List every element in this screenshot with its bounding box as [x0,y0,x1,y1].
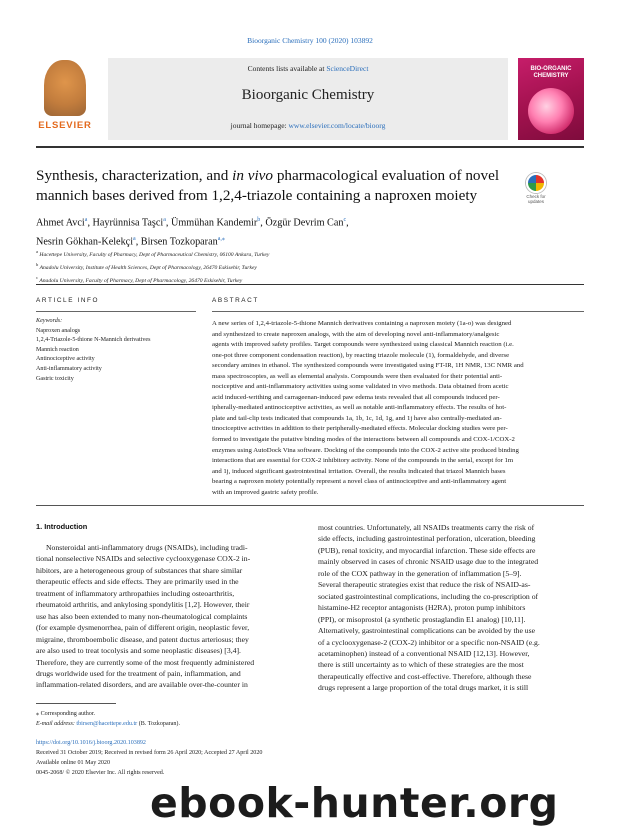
email-owner: (B. Tozkoparan). [138,720,180,727]
body-line: rheumatoid arthritis, and ankylosing spondylitis [1,2]. However, their [36,600,250,610]
abstract-line: and synthesized to create naproxen analogs, with the aim of developing novel anti-inflammatory/analgesic [212,330,500,338]
abstract-line: plate and tail-clip tests indicated that compounds 1a, 1b, 1c, 1d, 1g, and 1j have also centrally-mediated an- [212,414,502,422]
keyword: Antinociceptive activity [36,356,95,363]
abstract-line: formed to investigate the putative binding modes of the interactions between all compounds and COX-1/COX-2 [212,436,515,444]
body-line: (for example dysmenorrhea, pain of different origin, neoplastic fever, [36,623,250,633]
body-line: tional nonselective NSAIDs and selective cyclooxygenase COX-2 in- [36,554,251,564]
keyword: 1,2,4-Triazole-5-thione N-Mannich derivatives [36,337,151,344]
email-note [36,720,336,730]
body-line: hibitors, are a heterogeneous group of substances that share similar [36,565,243,575]
keyword: Anti-inflammatory activity [36,365,102,372]
online-date: Available online 01 May 2020 [36,760,111,766]
journal-name: Bioorganic Chemistry [241,87,375,103]
body-line: drugs worldwide used for the treatment of pain, inflammation, and [36,668,241,678]
abstract-body [212,319,584,498]
journal-homepage-link[interactable]: www.elsevier.com/locate/bioorg [288,121,386,130]
body-line: are also used to treat tocolysis and some neoplastic diseases) [3,4]. [36,646,241,656]
body-line: drugs represent a large proportion of the total drugs market, it is still [318,683,529,693]
abstract-line: ipherally-mediated antinociceptive activities, as well as notable anti-inflammatory effects. The results of hot- [212,404,507,412]
email-link[interactable]: tbirsen@hacettepe.edu.tr [76,720,138,727]
body-line: treatment of inflammatory arthropathies including osteoarthritis, [36,588,235,598]
elsevier-wordmark: ELSEVIER [38,120,92,131]
header-divider [36,146,584,148]
body-line: histamine-H2 receptor antagonists (H2RA), proton pump inhibitors [318,603,526,613]
abstract-line: tinociceptive activities in addition to their peripherally-mediated effects. Molecular docking studies were per- [212,425,508,433]
body-line: Therefore, they are currently some of the most frequently administered [36,657,255,667]
author-list: Ahmet Avci$^a$, Hayrünnisa Taşci$^a$, Ümmühan Kandemir$^b$, Özgür Devrim Can$^c$, Nesrin Gökhan-Kelekçi$^a$, Birsen Tozkoparan$^{a,⁎}$ [36,217,349,248]
footnote-rule [36,703,116,704]
copyright: 0045-2068/ © 2020 Elsevier Inc. All rights reserved. [36,770,165,776]
abstract-line: mass spectroscopies, as well as elemental analysis. Compounds were then evaluated for their potential anti- [212,372,503,380]
cover-title: BIO-ORGANIC CHEMISTRY [530,66,572,79]
author-name[interactable]: Özgür Devrim Can [265,217,344,229]
abstract-line: agents with improved safety profiles. Target compounds were synthesized using classical Mannich reaction (i.e. [212,341,514,349]
contents-prefix: Contents lists available at [247,64,325,73]
body-line: Nonsteroidal anti-inflammatory drugs (NSAIDs), including tradi- [46,543,248,552]
author-name[interactable]: Ümmühan Kandemir [170,217,258,229]
introduction-heading: 1. Introduction [36,522,88,531]
abstract-line: one-pot three component condensation reaction), by reacting triazole molecule (1), formaldehyde, and diverse [212,351,510,359]
abstract-heading: ABSTRACT [212,297,259,304]
body-line: there is still uncertainty as to which of these strategies are the most [318,660,524,670]
author-name[interactable]: Nesrin Gökhan-Kelekçi [36,236,134,248]
body-line: Alternatively, gastrointestinal complications can be avoided by the use [318,626,536,636]
corresponding-author-note: ⁎ Corresponding author. [36,711,96,717]
watermark-text: ebook-hunter.org [150,780,559,826]
abstract-line: A new series of 1,2,4-triazole-5-thione Mannich derivatives containing a naproxen moiety (1a-o) was designed [212,320,512,327]
keyword: Mannich reaction [36,346,79,353]
keyword: Gastric toxicity [36,375,74,382]
keywords-label: Keywords: [36,318,63,324]
article-title: Synthesis, characterization, and in vivo pharmacological evaluation of novel mannich bases derived from 1,2,4-triazole containing a naproxen moiety [36,167,500,204]
body-line: acetaminophen) instead of a conventional NSAID [12,13]. However, [318,648,530,658]
body-line: use has also been extended to many non-rheumatological complaints [36,611,248,621]
affiliations [36,247,576,286]
body-column-left [36,542,301,691]
body-line: Several therapeutic strategies exist that reduce the risk of NSAID-as- [318,580,531,590]
author-name[interactable]: Birsen Tozkoparan [140,236,218,248]
abstract-line: secondary amines in ethanol. The synthesized compounds were investigated using FT-IR, 1H NMR, 13C NMR and [212,362,524,370]
abstract-rule [212,311,584,312]
footnotes [36,710,336,729]
elsevier-tree-icon [44,60,86,116]
homepage-prefix: journal homepage: [230,121,287,130]
body-line: side effects, including gastrointestinal perforation, ulceration, bleeding [318,534,536,544]
abstract-line: and 1j, induced significant gastrointestinal irritation. Overall, the results indicated that triazol Mannich bases [212,467,506,475]
check-for-updates-button[interactable] [522,173,550,207]
doi-link[interactable]: https://doi.org/10.1016/j.bioorg.2020.103892 [36,740,146,746]
body-line: most countries. Unfortunately, all NSAIDs treatments carry the risk of [318,523,535,532]
body-line: role of the COX pathway in the generation of inflammation [5–9]. [318,568,522,578]
keywords-block [36,317,201,384]
abstract-line: enzymes using AutoDock Vina software. Docking of the compounds into the COX-2 active site produced binding [212,446,519,454]
masthead-banner [108,58,508,140]
author-name[interactable]: Hayrünnisa Taşci [92,217,164,229]
body-column-right [318,522,584,694]
affiliation: $^c$ Anadolu University, Faculty of Pharmacy, Dept of Pharmacology, 26470 Eskisehir, Turkey [36,274,243,284]
body-line: (PUB), renal toxicity, and myocardial infarction. These side effects are [318,545,536,555]
homepage-line [108,121,508,130]
check-updates-label: Check for updates [526,194,546,204]
affiliation: $^a$ Hacettepe University, Faculty of Pharmacy, Dept of Pharmaceutical Chemistry, 06100 Ankara, Turkey [36,249,270,258]
article-info-rule [36,311,196,312]
section-divider [36,284,584,285]
contents-line [108,64,508,73]
article-info-heading: ARTICLE INFO [36,297,100,304]
body-line: migraine, thromboembolic disease, and patent ductus arteriosus; they [36,634,249,644]
publication-meta [36,738,366,778]
body-line: (PPI), or misoprostol (a synthetic prostaglandin E1 analog) [10,11]. [318,614,526,624]
sciencedirect-link[interactable]: ScienceDirect [326,64,369,73]
body-line: therapeutically effective and cost-effective. Therefore, although these [318,671,532,681]
check-updates-icon [526,173,546,193]
received-dates: Received 31 October 2019; Received in revised form 26 April 2020; Accepted 27 April 2020 [36,750,263,756]
email-label: E-mail address: [36,720,75,727]
abstract-line: bearing a naproxen moiety potentially represent a novel class of antinociceptive and anti-inflammatory agent [212,478,507,486]
abstract-line: interactions that are essential for COX-2 inhibitory activity. None of the compounds in the serial, except for 1m [212,457,514,465]
abstract-line: with an improved gastric safety profile. [212,488,319,496]
cover-art-image [528,88,574,134]
body-line: mainly observed in cases of chronic NSAID usage due to the integrated [318,557,539,567]
abstract-line: acid induced-writhing and carrageenan-induced paw edema tests revealed that all compounds induced per- [212,393,500,401]
affiliation: $^b$ Anadolu University, Institute of Health Sciences, Dept of Pharmacology, 26470 Eskisehir, Turkey [36,261,257,271]
abstract-line: nociceptive and anti-inflammatory activities using some validated in vivo methods. Data obtained from acetic [212,383,509,391]
body-line: therapeutic effects and side effects. They are primarily used in the [36,577,239,587]
body-line: sociated gastrointestinal complications, including the co-prescription of [318,591,539,601]
keyword: Naproxen analogs [36,327,81,334]
body-line: of a cyclooxygenase-2 (COX-2) inhibitor or a specific non-NSAID (e.g. [318,637,540,647]
journal-cover-thumbnail[interactable] [518,58,584,140]
abstract-end-divider [36,505,584,506]
masthead [36,58,584,140]
body-line: inflammation-related disorders, and are available over-the-counter in [36,680,248,690]
journal-reference[interactable]: Bioorganic Chemistry 100 (2020) 103892 [247,36,373,45]
author-name[interactable]: Ahmet Avci [36,217,85,229]
elsevier-logo[interactable] [36,60,94,136]
